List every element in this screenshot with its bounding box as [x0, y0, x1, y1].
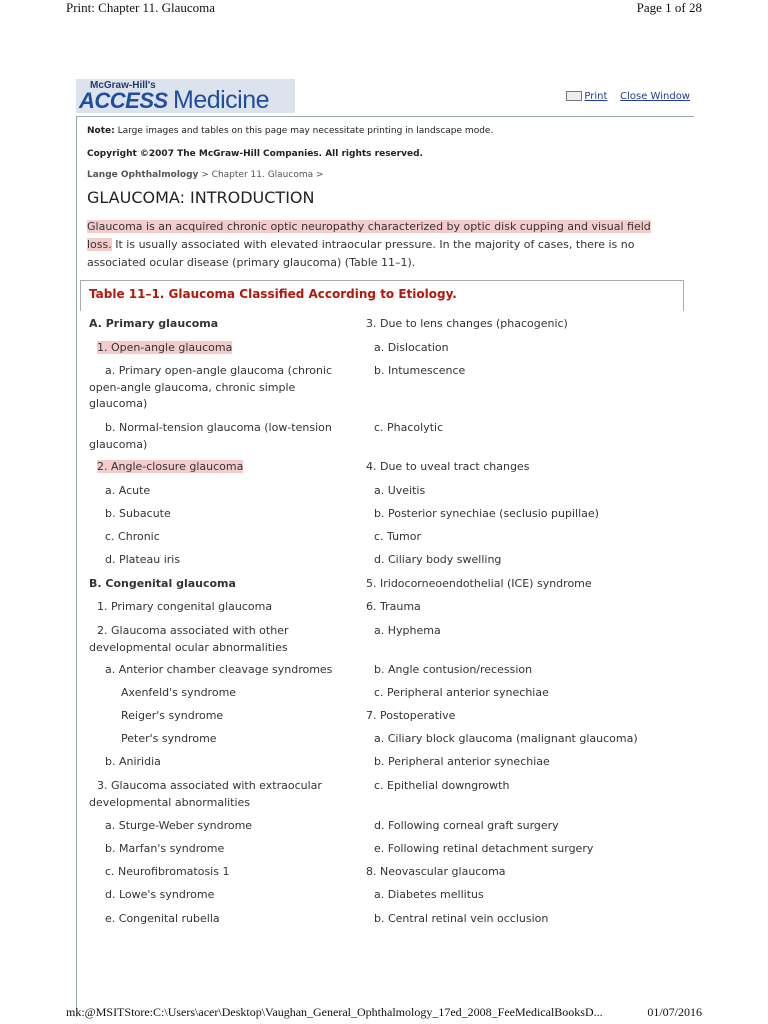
table-cell-right: c. Peripheral anterior synechiae [374, 686, 549, 699]
table-cell-left [89, 576, 351, 593]
table-cell-text: A. Primary glaucoma [89, 317, 219, 330]
table-cell-text: a. Acute [105, 484, 151, 497]
breadcrumb-sep: > [313, 170, 324, 180]
file-path: mk:@MSITStore:C:\Users\acer\Desktop\Vaughan_General_Ophthalmology_17ed_2008_FeeMedicalBooksD... [66, 1005, 603, 1019]
table-cell-right: 3. Due to lens changes (phacogenic) [366, 317, 568, 330]
table-cell-right: a. Uveitis [374, 484, 426, 497]
table-cell-right: a. Dislocation [374, 341, 449, 354]
table-cell-right: 4. Due to uveal tract changes [366, 460, 530, 473]
table-cell-text: c. Chronic [105, 530, 160, 543]
table-cell-text: b. Subacute [105, 507, 171, 520]
breadcrumb-sep: > [198, 170, 212, 180]
table-cell-right: b. Posterior synechiae (seclusio pupillae) [374, 507, 599, 520]
table-cell-left [89, 340, 351, 357]
table-cell-left [89, 662, 351, 679]
table-cell-right: d. Ciliary body swelling [374, 553, 502, 566]
print-footer [66, 1005, 702, 1023]
table-cell-left [89, 841, 351, 858]
table-cell-right: 7. Postoperative [366, 709, 456, 722]
breadcrumb [87, 170, 324, 180]
table-cell-text: 1. Primary congenital glaucoma [97, 600, 273, 613]
table-cell-text: Reiger's syndrome [121, 709, 224, 722]
table-cell-text: d. Lowe's syndrome [105, 888, 215, 901]
table-cell-right: b. Peripheral anterior synechiae [374, 755, 550, 768]
table-cell-text: Peter's syndrome [121, 732, 217, 745]
table-cell-left [89, 363, 351, 413]
table-cell-left [89, 599, 351, 616]
logo-medicine: Medicine [173, 86, 270, 114]
table-cell-left [89, 316, 351, 333]
table-cell-text: a. Sturge-Weber syndrome [105, 819, 253, 832]
table-cell-left [89, 778, 351, 811]
printer-icon[interactable] [566, 91, 582, 101]
table-cell-text: 2. Angle-closure glaucoma [97, 460, 244, 473]
table-cell-right: a. Hyphema [374, 624, 441, 637]
table-cell-right: d. Following corneal graft surgery [374, 819, 559, 832]
table-cell-right: b. Central retinal vein occlusion [374, 912, 549, 925]
table-cell-left [89, 708, 351, 725]
table-cell-left [89, 911, 351, 928]
breadcrumb-book[interactable]: Lange Ophthalmology [87, 170, 199, 180]
table-cell-right: c. Phacolytic [374, 421, 444, 434]
breadcrumb-chapter[interactable]: Chapter 11. Glaucoma [211, 170, 314, 180]
table-cell-text: B. Congenital glaucoma [89, 577, 236, 590]
table-cell-left [89, 818, 351, 835]
table-cell-text: c. Neurofibromatosis 1 [105, 865, 230, 878]
copyright: Copyright ©2007 The McGraw-Hill Companies. All rights reserved. [87, 149, 423, 159]
top-links [566, 91, 690, 102]
table-cell-text: d. Plateau iris [105, 553, 181, 566]
table-cell-right: c. Tumor [374, 530, 422, 543]
logo-access: ACCESS [79, 88, 168, 113]
intro-paragraph [87, 218, 672, 272]
table-cell-text: 3. Glaucoma associated with extraocular developmental abnormalities [89, 779, 322, 809]
table-cell-left [89, 506, 351, 523]
table-cell-left [89, 864, 351, 881]
print-header [66, 0, 702, 20]
intro-text: It is usually associated with elevated intraocular pressure. In the majority of cases, there is no associated ocular disease (primary glaucoma) (Table 11–1). [87, 238, 635, 269]
table-cell-right: 6. Trauma [366, 600, 421, 613]
note-text: Large images and tables on this page may necessitate printing in landscape mode. [114, 126, 494, 136]
table-cell-text: b. Marfan's syndrome [105, 842, 225, 855]
table-cell-right: a. Diabetes mellitus [374, 888, 484, 901]
intro-highlight: Glaucoma is an acquired chronic optic neuropathy characterized by optic disk cupping and visual field loss. [87, 220, 651, 251]
accessmedicine-logo [76, 79, 295, 113]
table-cell-left [89, 685, 351, 702]
table-title-box [80, 280, 684, 311]
table-cell-left [89, 529, 351, 546]
table-title: Table 11–1. Glaucoma Classified According to Etiology. [89, 287, 457, 301]
table-cell-left [89, 887, 351, 904]
page-title: GLAUCOMA: INTRODUCTION [87, 188, 315, 207]
table-cell-right: e. Following retinal detachment surgery [374, 842, 594, 855]
table-cell-text: e. Congenital rubella [105, 912, 220, 925]
page-number: Page 1 of 28 [636, 0, 702, 15]
table-cell-text: b. Aniridia [105, 755, 161, 768]
close-window-link[interactable]: Close Window [620, 91, 690, 102]
table-cell-left [89, 754, 351, 771]
table-cell-left [89, 483, 351, 500]
table-cell-right: a. Ciliary block glaucoma (malignant glaucoma) [374, 732, 638, 745]
table-cell-left [89, 623, 351, 656]
print-link[interactable]: Print [584, 91, 608, 102]
table-cell-right: b. Angle contusion/recession [374, 663, 533, 676]
table-cell-right: 8. Neovascular glaucoma [366, 865, 506, 878]
logo-publisher: McGraw-Hill's [90, 80, 156, 91]
table-cell-left [89, 552, 351, 569]
table-cell-text: a. Anterior chamber cleavage syndromes [105, 663, 333, 676]
table-cell-right: c. Epithelial downgrowth [374, 779, 510, 792]
table-cell-right: 5. Iridocorneoendothelial (ICE) syndrome [366, 577, 592, 590]
table-cell-text: a. Primary open-angle glaucoma (chronic open-angle glaucoma, chronic simple glaucoma) [89, 364, 333, 410]
print-date: 01/07/2016 [647, 1005, 702, 1019]
table-cell-text: b. Normal-tension glaucoma (low-tension glaucoma) [89, 421, 332, 451]
table-cell-text: Axenfeld's syndrome [121, 686, 237, 699]
table-cell-text: 2. Glaucoma associated with other developmental ocular abnormalities [89, 624, 289, 654]
table-cell-right: b. Intumescence [374, 364, 466, 377]
table-cell-left [89, 459, 351, 476]
print-header-title: Print: Chapter 11. Glaucoma [66, 0, 215, 15]
table-cell-text: 1. Open-angle glaucoma [97, 341, 233, 354]
table-cell-left [89, 731, 351, 748]
landscape-note [87, 126, 493, 136]
note-label: Note: [87, 126, 115, 136]
table-cell-left [89, 420, 351, 453]
